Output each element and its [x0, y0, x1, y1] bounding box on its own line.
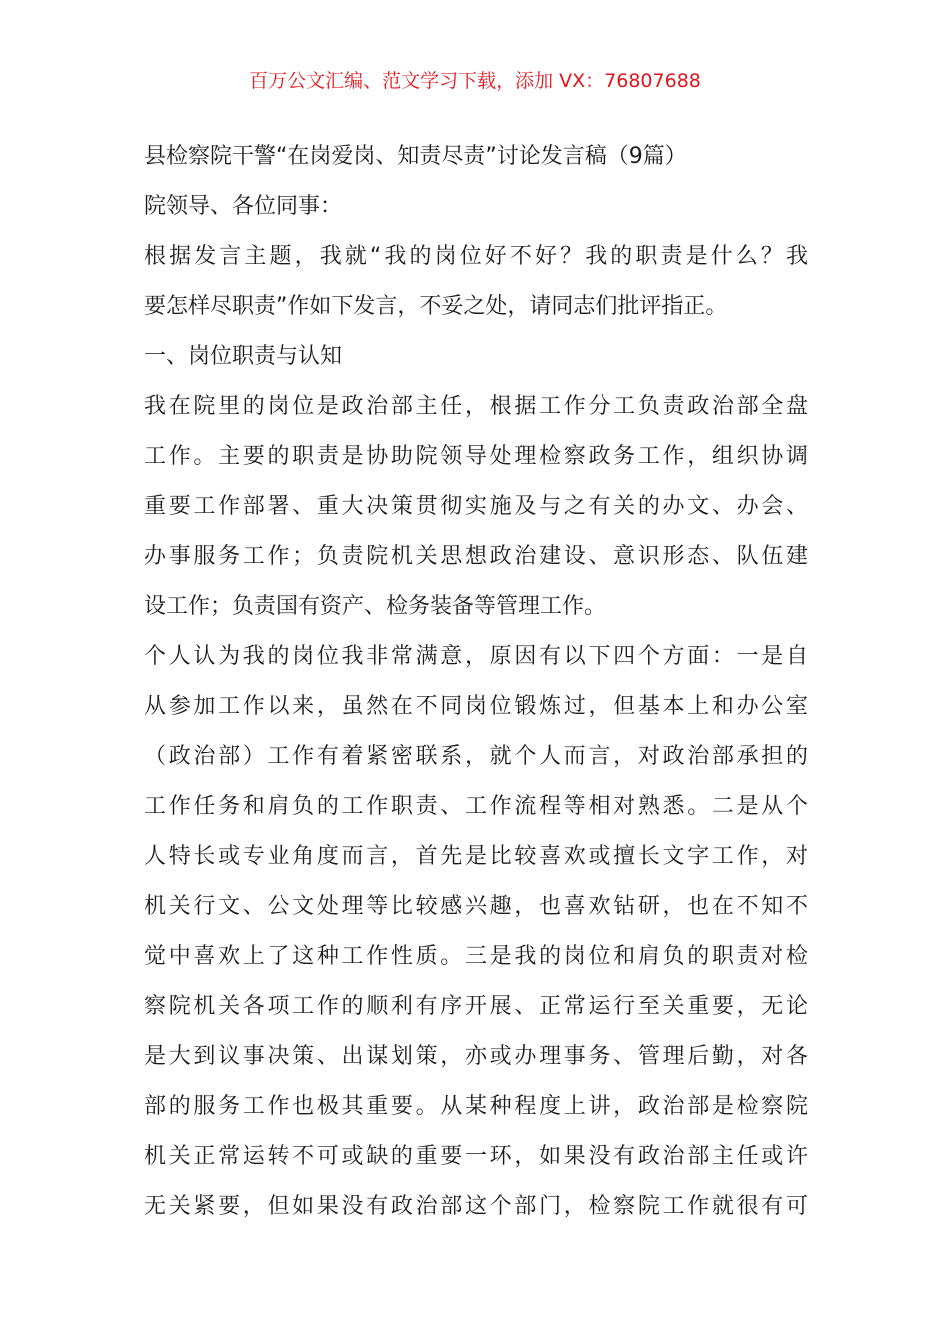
intro-line: 要怎样尽职责”作如下发言，不妥之处，请同志们批评指正。 [144, 294, 728, 319]
paragraph-line: 无关紧要，但如果没有政治部这个部门，检察院工作就很有可 [144, 1194, 808, 1219]
download-banner: 百万公文汇编、范文学习下载，添加 VX：76807688 [249, 70, 701, 92]
paragraph-line: 察院机关各项工作的顺利有序开展、正常运行至关重要，无论 [144, 994, 808, 1019]
paragraph-line: 工作。主要的职责是协助院领导处理检察政务工作，组织协调 [144, 444, 808, 469]
paragraph-line: 觉中喜欢上了这种工作性质。三是我的岗位和肩负的职责对检 [144, 944, 808, 969]
paragraph-line: 部的服务工作也极其重要。从某种程度上讲，政治部是检察院 [144, 1094, 808, 1119]
paragraph-line: 重要工作部署、重大决策贯彻实施及与之有关的办文、办会、 [144, 494, 808, 519]
paragraph-line: 设工作；负责国有资产、检务装备等管理工作。 [144, 594, 607, 619]
paragraph-line: 工作任务和肩负的工作职责、工作流程等相对熟悉。二是从个 [144, 794, 808, 819]
intro-line: 根据发言主题，我就“我的岗位好不好？我的职责是什么？我 [144, 244, 808, 269]
document-title: 县检察院干警“在岗爱岗、知责尽责”讨论发言稿（9篇） [144, 144, 687, 169]
paragraph-line: 机关正常运转不可或缺的重要一环，如果没有政治部主任或许 [144, 1144, 808, 1169]
document-body [144, 132, 808, 1232]
paragraph-line: 人特长或专业角度而言，首先是比较喜欢或擅长文字工作，对 [144, 844, 808, 869]
paragraph-line: 从参加工作以来，虽然在不同岗位锻炼过，但基本上和办公室 [144, 694, 808, 719]
section-heading: 一、岗位职责与认知 [144, 344, 343, 369]
paragraph-line: 个人认为我的岗位我非常满意，原因有以下四个方面：一是自 [144, 644, 808, 669]
paragraph-line: 是大到议事决策、出谋划策，亦或办理事务、管理后勤，对各 [144, 1044, 808, 1069]
paragraph-line: （政治部）工作有着紧密联系，就个人而言，对政治部承担的 [144, 744, 808, 769]
paragraph-line: 办事服务工作；负责院机关思想政治建设、意识形态、队伍建 [144, 544, 808, 569]
salutation: 院领导、各位同事： [144, 194, 343, 219]
paragraph-line: 机关行文、公文处理等比较感兴趣，也喜欢钻研，也在不知不 [144, 894, 808, 919]
paragraph-line: 我在院里的岗位是政治部主任，根据工作分工负责政治部全盘 [144, 394, 808, 419]
